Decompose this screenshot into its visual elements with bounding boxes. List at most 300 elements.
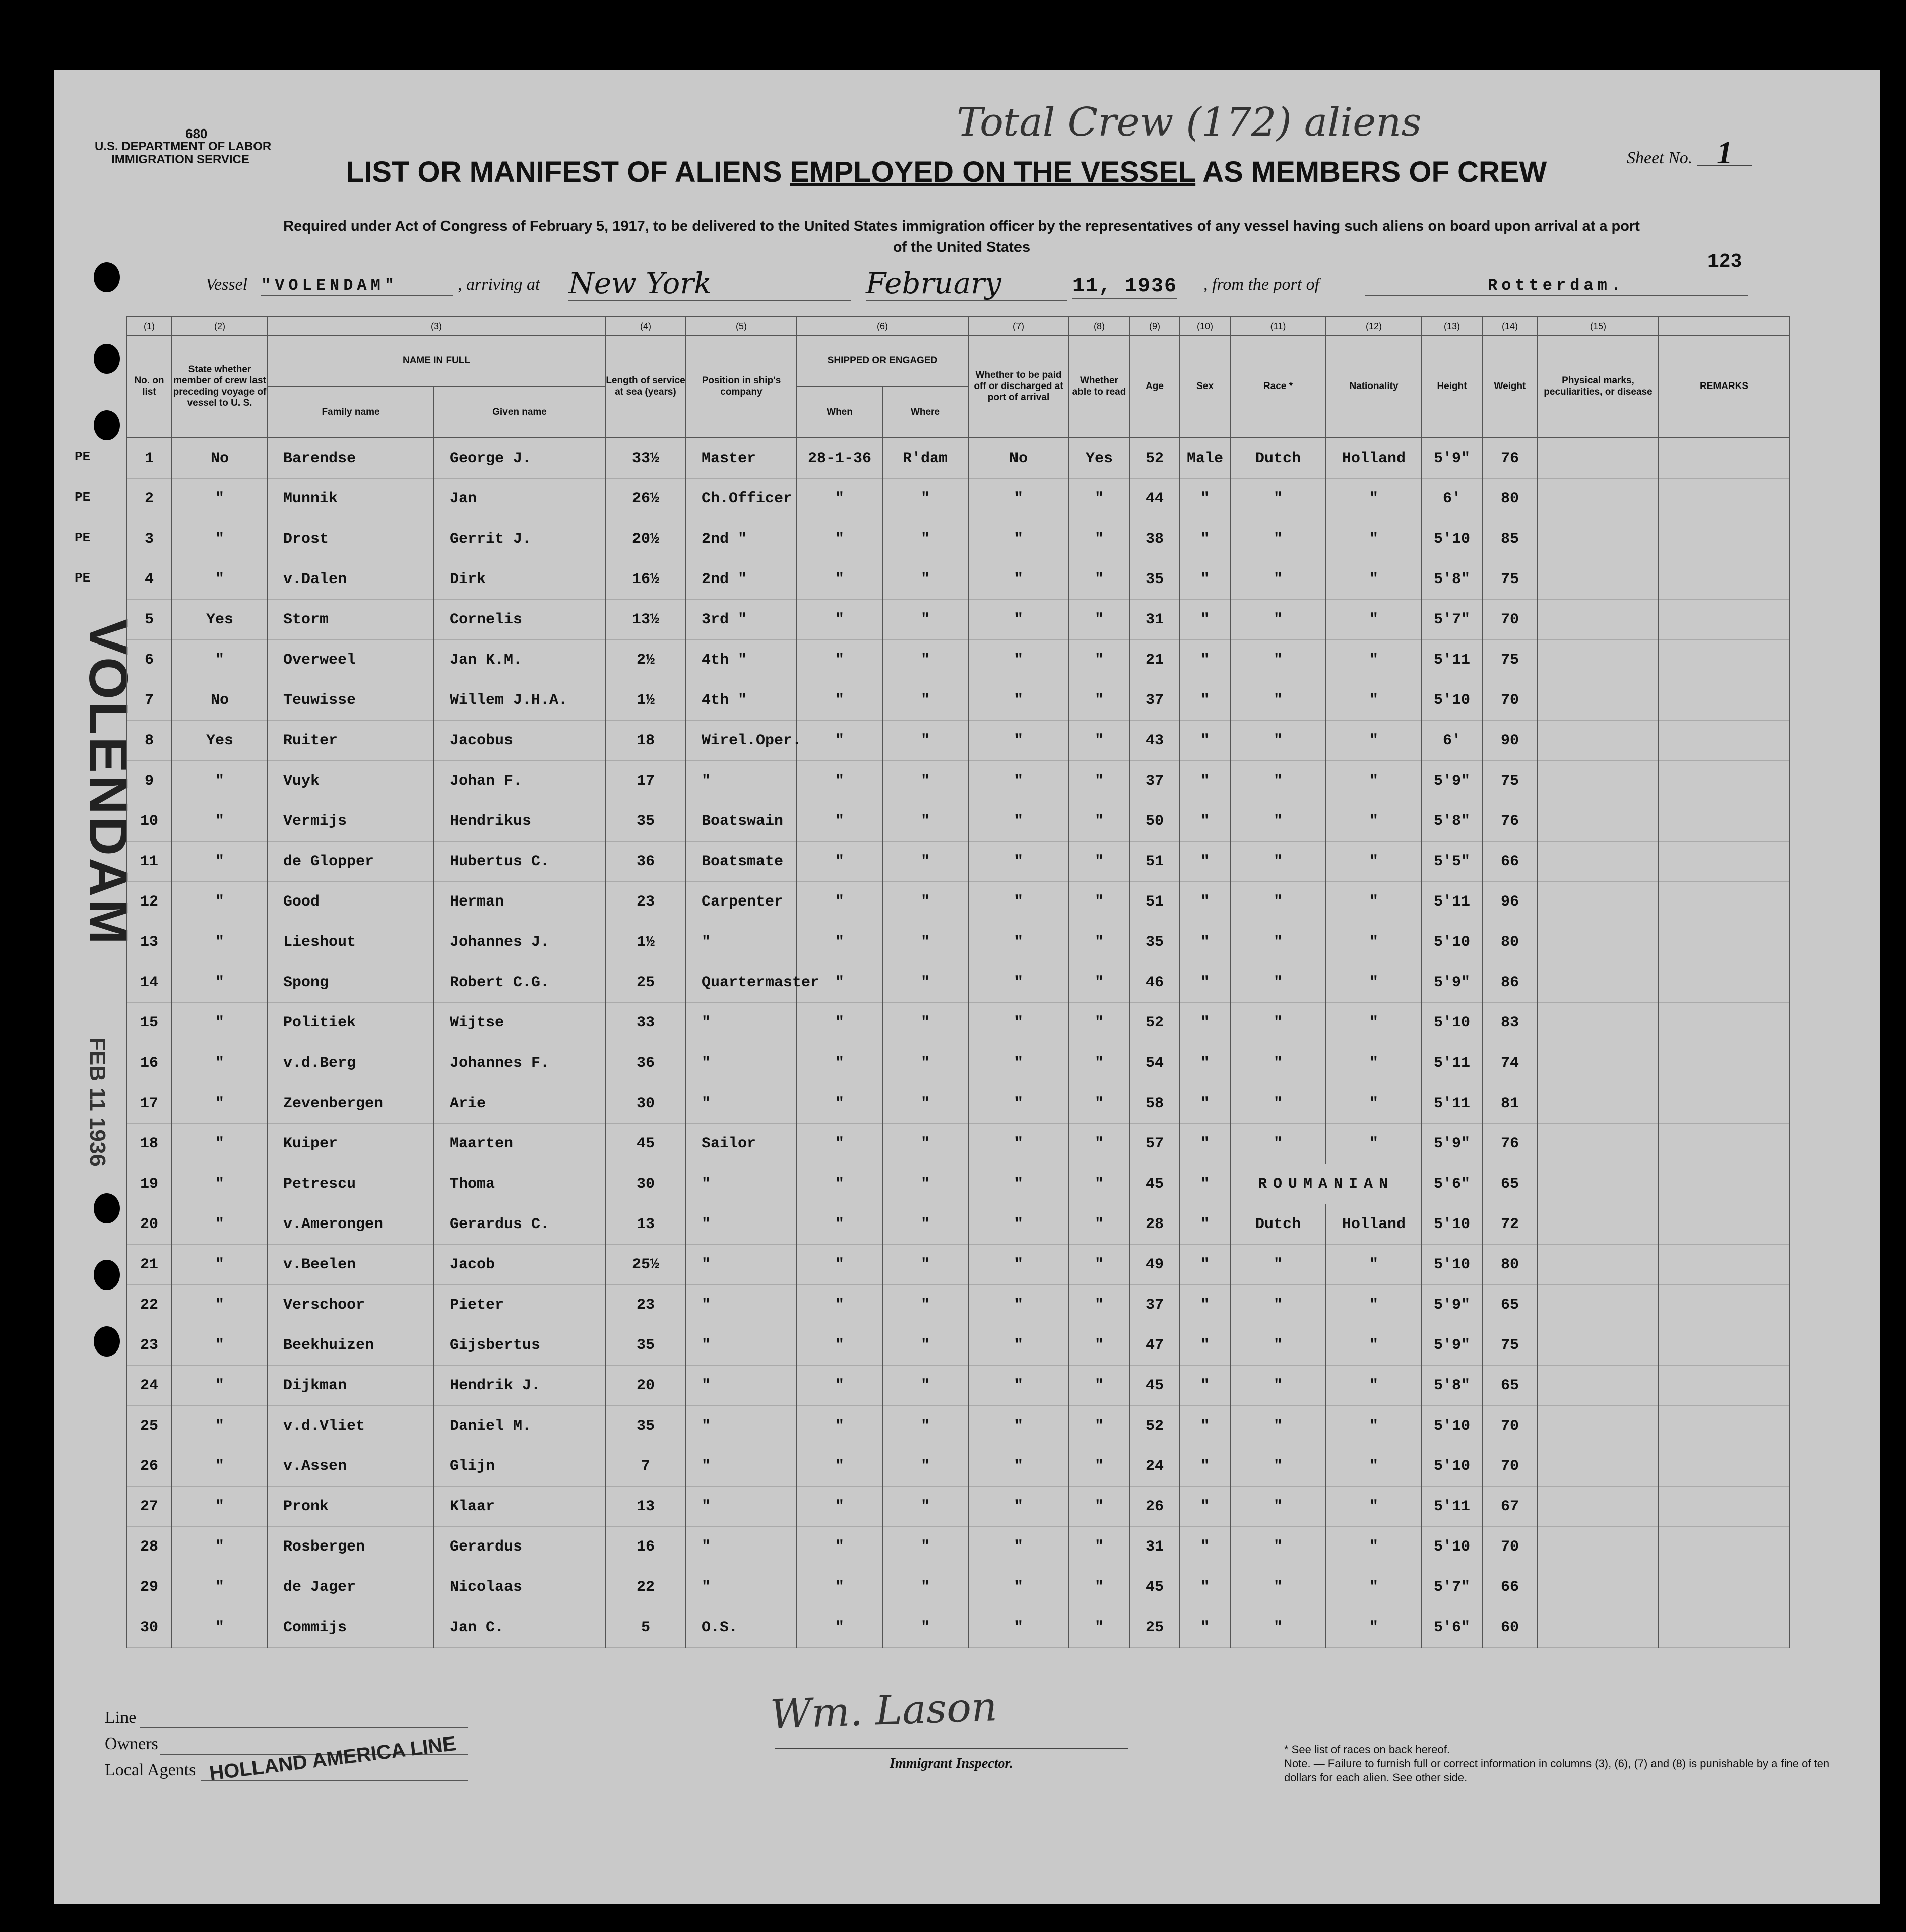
- service-years-cell: 25½: [605, 1245, 686, 1285]
- able-to-read-cell: ": [1069, 640, 1129, 680]
- line-field-rule: [140, 1727, 468, 1728]
- family-name-cell: Rosbergen: [268, 1527, 434, 1567]
- paid-off-cell: ": [968, 1043, 1069, 1083]
- given-name-cell: George J.: [434, 438, 605, 479]
- weight-cell: 75: [1482, 559, 1538, 600]
- race-cell: ": [1230, 1124, 1326, 1164]
- col-number-blank: [1659, 317, 1790, 335]
- paid-off-cell: ": [968, 801, 1069, 842]
- remarks-cell: [1659, 1567, 1790, 1607]
- prior-voyage-cell: ": [172, 962, 268, 1003]
- age-cell: 37: [1129, 680, 1180, 721]
- row-number-cell: 5: [126, 600, 172, 640]
- able-to-read-cell: ": [1069, 1245, 1129, 1285]
- age-cell: 24: [1129, 1446, 1180, 1487]
- column-header-row: [126, 335, 1790, 387]
- nationality-cell: ": [1326, 1567, 1422, 1607]
- sex-cell: ": [1180, 1366, 1230, 1406]
- given-name-cell: Jacob: [434, 1245, 605, 1285]
- physical-marks-cell: [1538, 1325, 1659, 1366]
- row-number-cell: 8: [126, 721, 172, 761]
- able-to-read-cell: ": [1069, 600, 1129, 640]
- given-name-cell: Gijsbertus: [434, 1325, 605, 1366]
- given-name-cell: Dirk: [434, 559, 605, 600]
- punch-hole: [94, 1193, 120, 1223]
- physical-marks-cell: [1538, 1245, 1659, 1285]
- service-years-cell: 36: [605, 1043, 686, 1083]
- position-cell: Sailor: [686, 1124, 797, 1164]
- table-row: [126, 1245, 1790, 1285]
- able-to-read-cell: ": [1069, 1406, 1129, 1446]
- prior-voyage-cell: ": [172, 882, 268, 922]
- sex-cell: ": [1180, 1567, 1230, 1607]
- service-years-cell: 5: [605, 1607, 686, 1648]
- physical-marks-cell: [1538, 680, 1659, 721]
- physical-marks-cell: [1538, 1003, 1659, 1043]
- row-number-cell: 28: [126, 1527, 172, 1567]
- age-cell: 57: [1129, 1124, 1180, 1164]
- nationality-cell: ": [1326, 479, 1422, 519]
- sheet-number-field: [1627, 135, 1828, 170]
- age-cell: 58: [1129, 1083, 1180, 1124]
- paid-off-cell: ": [968, 680, 1069, 721]
- given-name-cell: Johan F.: [434, 761, 605, 801]
- age-cell: 28: [1129, 1204, 1180, 1245]
- race-cell: ": [1230, 640, 1326, 680]
- able-to-read-cell: ": [1069, 801, 1129, 842]
- row-number-cell: 4: [126, 559, 172, 600]
- table-row: [126, 761, 1790, 801]
- row-number-cell: 20: [126, 1204, 172, 1245]
- able-to-read-cell: ": [1069, 1487, 1129, 1527]
- requirement-line-2: of the United States: [893, 239, 1031, 255]
- nationality-cell: ": [1326, 680, 1422, 721]
- paid-off-cell: No: [968, 438, 1069, 479]
- height-cell: 5'10: [1422, 1245, 1482, 1285]
- col-number: (7): [968, 317, 1069, 335]
- weight-cell: 76: [1482, 1124, 1538, 1164]
- service-years-cell: 45: [605, 1124, 686, 1164]
- title-part-2: AS MEMBERS OF CREW: [1195, 156, 1547, 188]
- row-number-cell: 11: [126, 842, 172, 882]
- weight-cell: 67: [1482, 1487, 1538, 1527]
- given-name-cell: Hendrikus: [434, 801, 605, 842]
- age-cell: 47: [1129, 1325, 1180, 1366]
- able-to-read-cell: ": [1069, 761, 1129, 801]
- prior-voyage-cell: ": [172, 559, 268, 600]
- race-cell: ": [1230, 842, 1326, 882]
- position-cell: 2nd ": [686, 559, 797, 600]
- position-cell: ": [686, 1164, 797, 1204]
- sex-cell: ": [1180, 640, 1230, 680]
- handwritten-total-crew: Total Crew (172) aliens: [957, 100, 1422, 145]
- weight-cell: 80: [1482, 479, 1538, 519]
- service-years-cell: 22: [605, 1567, 686, 1607]
- col-number: (11): [1230, 317, 1326, 335]
- arrival-month: February: [866, 266, 1067, 301]
- header-sex: Sex: [1180, 335, 1230, 438]
- service-years-cell: 35: [605, 801, 686, 842]
- from-port-label: , from the port of: [1203, 275, 1320, 294]
- position-cell: ": [686, 1567, 797, 1607]
- given-name-cell: Pieter: [434, 1285, 605, 1325]
- able-to-read-cell: ": [1069, 1325, 1129, 1366]
- row-number-cell: 1: [126, 438, 172, 479]
- row-number-cell: 7: [126, 680, 172, 721]
- height-cell: 5'9": [1422, 1285, 1482, 1325]
- race-cell: ": [1230, 1043, 1326, 1083]
- height-cell: 5'10: [1422, 1406, 1482, 1446]
- family-name-cell: Drost: [268, 519, 434, 559]
- able-to-read-cell: ": [1069, 1204, 1129, 1245]
- header-height: Height: [1422, 335, 1482, 438]
- sex-cell: ": [1180, 922, 1230, 962]
- shipped-when-cell: ": [797, 640, 882, 680]
- paid-off-cell: ": [968, 1527, 1069, 1567]
- paid-off-cell: ": [968, 1366, 1069, 1406]
- shipped-when-cell: ": [797, 1487, 882, 1527]
- position-cell: ": [686, 1003, 797, 1043]
- family-name-cell: Barendse: [268, 438, 434, 479]
- paid-off-cell: ": [968, 1487, 1069, 1527]
- age-cell: 25: [1129, 1607, 1180, 1648]
- arrival-date: 11, 1936: [1072, 275, 1178, 298]
- able-to-read-cell: ": [1069, 519, 1129, 559]
- row-number-cell: 16: [126, 1043, 172, 1083]
- row-number-cell: 19: [126, 1164, 172, 1204]
- physical-marks-cell: [1538, 1487, 1659, 1527]
- family-name-cell: Verschoor: [268, 1285, 434, 1325]
- penalty-note: Note. — Failure to furnish full or correct information in columns (3), (6), (7) and (8) is punishable by a fine of ten dollars for each alien. See other side.: [1284, 1757, 1830, 1784]
- physical-marks-cell: [1538, 1446, 1659, 1487]
- table-row: [126, 1487, 1790, 1527]
- given-name-cell: Maarten: [434, 1124, 605, 1164]
- race-cell: ": [1230, 1003, 1326, 1043]
- remarks-cell: [1659, 680, 1790, 721]
- paid-off-cell: ": [968, 842, 1069, 882]
- shipped-when-cell: ": [797, 1003, 882, 1043]
- header-length-service: Length of service at sea (years): [605, 335, 686, 438]
- family-name-cell: Pronk: [268, 1487, 434, 1527]
- pe-mark: PE: [75, 449, 91, 464]
- col-number: (1): [126, 317, 172, 335]
- weight-cell: 75: [1482, 1325, 1538, 1366]
- row-number-cell: 25: [126, 1406, 172, 1446]
- weight-cell: 70: [1482, 680, 1538, 721]
- line-label: Line: [105, 1708, 137, 1727]
- height-cell: 5'7": [1422, 1567, 1482, 1607]
- physical-marks-cell: [1538, 761, 1659, 801]
- legal-requirement-text: [130, 216, 1793, 258]
- paid-off-cell: ": [968, 1446, 1069, 1487]
- service-years-cell: 16½: [605, 559, 686, 600]
- family-name-cell: Beekhuizen: [268, 1325, 434, 1366]
- shipped-where-cell: ": [882, 1527, 968, 1567]
- remarks-cell: [1659, 1285, 1790, 1325]
- shipped-where-cell: ": [882, 1325, 968, 1366]
- height-cell: 5'10: [1422, 1204, 1482, 1245]
- service-years-cell: 1½: [605, 680, 686, 721]
- age-cell: 52: [1129, 438, 1180, 479]
- age-cell: 44: [1129, 479, 1180, 519]
- shipped-where-cell: ": [882, 801, 968, 842]
- nationality-cell: ": [1326, 1285, 1422, 1325]
- table-row: [126, 1406, 1790, 1446]
- weight-cell: 66: [1482, 842, 1538, 882]
- shipped-when-cell: ": [797, 761, 882, 801]
- able-to-read-cell: ": [1069, 1083, 1129, 1124]
- shipped-where-cell: ": [882, 922, 968, 962]
- weight-cell: 96: [1482, 882, 1538, 922]
- inspector-signature: Wm. Lason: [769, 1683, 998, 1738]
- sex-cell: ": [1180, 559, 1230, 600]
- prior-voyage-cell: ": [172, 1204, 268, 1245]
- paid-off-cell: ": [968, 1325, 1069, 1366]
- paid-off-cell: ": [968, 1003, 1069, 1043]
- position-cell: ": [686, 1527, 797, 1567]
- table-row: [126, 1567, 1790, 1607]
- remarks-cell: [1659, 721, 1790, 761]
- race-cell: ": [1230, 922, 1326, 962]
- height-cell: 5'8": [1422, 559, 1482, 600]
- family-name-cell: Munnik: [268, 479, 434, 519]
- nationality-cell: ": [1326, 842, 1422, 882]
- nationality-cell: ": [1326, 1487, 1422, 1527]
- row-number-cell: 17: [126, 1083, 172, 1124]
- prior-voyage-cell: ": [172, 842, 268, 882]
- sex-cell: ": [1180, 1527, 1230, 1567]
- pe-mark: PE: [75, 489, 91, 505]
- physical-marks-cell: [1538, 559, 1659, 600]
- race-cell: ": [1230, 680, 1326, 721]
- nationality-cell: ": [1326, 801, 1422, 842]
- remarks-cell: [1659, 1406, 1790, 1446]
- table-row: [126, 1204, 1790, 1245]
- shipped-when-cell: ": [797, 680, 882, 721]
- given-name-cell: Gerardus C.: [434, 1204, 605, 1245]
- service-years-cell: 1½: [605, 922, 686, 962]
- race-cell: ": [1230, 962, 1326, 1003]
- race-cell: Dutch: [1230, 438, 1326, 479]
- sex-cell: ": [1180, 1003, 1230, 1043]
- col-number: (8): [1069, 317, 1129, 335]
- weight-cell: 60: [1482, 1607, 1538, 1648]
- age-cell: 52: [1129, 1003, 1180, 1043]
- family-name-cell: Vuyk: [268, 761, 434, 801]
- race-cell: ": [1230, 1446, 1326, 1487]
- shipped-when-cell: ": [797, 1043, 882, 1083]
- paid-off-cell: ": [968, 962, 1069, 1003]
- service-years-cell: 23: [605, 882, 686, 922]
- shipped-when-cell: ": [797, 479, 882, 519]
- remarks-cell: [1659, 1607, 1790, 1648]
- prior-voyage-cell: ": [172, 1406, 268, 1446]
- age-cell: 35: [1129, 922, 1180, 962]
- paid-off-cell: ": [968, 922, 1069, 962]
- given-name-cell: Johannes J.: [434, 922, 605, 962]
- position-cell: ": [686, 922, 797, 962]
- family-name-cell: Storm: [268, 600, 434, 640]
- weight-cell: 72: [1482, 1204, 1538, 1245]
- prior-voyage-cell: ": [172, 479, 268, 519]
- position-cell: ": [686, 1366, 797, 1406]
- remarks-cell: [1659, 1245, 1790, 1285]
- race-cell: ": [1230, 1245, 1326, 1285]
- nationality-cell: ": [1326, 1527, 1422, 1567]
- nationality-cell: ": [1326, 1124, 1422, 1164]
- shipped-where-cell: ": [882, 962, 968, 1003]
- given-name-cell: Wijtse: [434, 1003, 605, 1043]
- given-name-cell: Jacobus: [434, 721, 605, 761]
- family-name-cell: Spong: [268, 962, 434, 1003]
- col-number: (10): [1180, 317, 1230, 335]
- shipped-when-cell: ": [797, 1204, 882, 1245]
- race-cell: ": [1230, 721, 1326, 761]
- given-name-cell: Daniel M.: [434, 1406, 605, 1446]
- position-cell: Ch.Officer: [686, 479, 797, 519]
- service-years-cell: 23: [605, 1285, 686, 1325]
- service-years-cell: 25: [605, 962, 686, 1003]
- paid-off-cell: ": [968, 1164, 1069, 1204]
- shipped-when-cell: ": [797, 1083, 882, 1124]
- vessel-label: Vessel: [206, 275, 248, 294]
- race-cell: ": [1230, 801, 1326, 842]
- able-to-read-cell: ": [1069, 842, 1129, 882]
- weight-cell: 70: [1482, 1527, 1538, 1567]
- remarks-cell: [1659, 962, 1790, 1003]
- header-physical-marks: Physical marks, peculiarities, or disease: [1538, 335, 1659, 438]
- able-to-read-cell: ": [1069, 721, 1129, 761]
- height-cell: 5'10: [1422, 922, 1482, 962]
- service-years-cell: 20½: [605, 519, 686, 559]
- pe-mark: PE: [75, 530, 91, 545]
- form-number: 680: [185, 126, 208, 141]
- nationality-cell: ": [1326, 1245, 1422, 1285]
- family-name-cell: Lieshout: [268, 922, 434, 962]
- family-name-cell: v.d.Vliet: [268, 1406, 434, 1446]
- service-years-cell: 17: [605, 761, 686, 801]
- age-cell: 26: [1129, 1487, 1180, 1527]
- age-cell: 51: [1129, 882, 1180, 922]
- service-name: IMMIGRATION SERVICE: [111, 153, 249, 166]
- service-years-cell: 33: [605, 1003, 686, 1043]
- remarks-cell: [1659, 1003, 1790, 1043]
- paid-off-cell: ": [968, 600, 1069, 640]
- crew-rows: [126, 438, 1790, 1648]
- family-name-cell: Teuwisse: [268, 680, 434, 721]
- able-to-read-cell: ": [1069, 1366, 1129, 1406]
- row-number-cell: 23: [126, 1325, 172, 1366]
- shipped-when-cell: ": [797, 559, 882, 600]
- shipped-when-cell: ": [797, 1245, 882, 1285]
- row-number-cell: 21: [126, 1245, 172, 1285]
- nationality-cell: ": [1326, 559, 1422, 600]
- weight-cell: 80: [1482, 922, 1538, 962]
- header-when: When: [797, 387, 882, 438]
- shipped-where-cell: ": [882, 1285, 968, 1325]
- sheet-label: Sheet No.: [1627, 149, 1693, 167]
- shipped-when-cell: ": [797, 519, 882, 559]
- weight-cell: 65: [1482, 1366, 1538, 1406]
- height-cell: 5'6": [1422, 1164, 1482, 1204]
- position-cell: ": [686, 1204, 797, 1245]
- shipped-when-cell: 28-1-36: [797, 438, 882, 479]
- weight-cell: 70: [1482, 1446, 1538, 1487]
- weight-cell: 85: [1482, 519, 1538, 559]
- height-cell: 5'9": [1422, 1124, 1482, 1164]
- given-name-cell: Thoma: [434, 1164, 605, 1204]
- prior-voyage-cell: ": [172, 1124, 268, 1164]
- shipped-where-cell: ": [882, 1567, 968, 1607]
- remarks-cell: [1659, 761, 1790, 801]
- prior-voyage-cell: ": [172, 761, 268, 801]
- given-name-cell: Nicolaas: [434, 1567, 605, 1607]
- table-row: [126, 1527, 1790, 1567]
- row-number-cell: 27: [126, 1487, 172, 1527]
- height-cell: 6': [1422, 721, 1482, 761]
- sex-cell: ": [1180, 519, 1230, 559]
- header-able-read: Whether able to read: [1069, 335, 1129, 438]
- position-cell: ": [686, 1245, 797, 1285]
- age-cell: 51: [1129, 842, 1180, 882]
- paid-off-cell: ": [968, 1124, 1069, 1164]
- nationality-cell: ": [1326, 962, 1422, 1003]
- shipped-when-cell: ": [797, 801, 882, 842]
- age-cell: 37: [1129, 1285, 1180, 1325]
- position-cell: ": [686, 1487, 797, 1527]
- table-row: [126, 438, 1790, 479]
- header-age: Age: [1129, 335, 1180, 438]
- col-number: (9): [1129, 317, 1180, 335]
- date-stamp: FEB 11 1936: [85, 1037, 110, 1167]
- able-to-read-cell: ": [1069, 1003, 1129, 1043]
- height-cell: 5'8": [1422, 1366, 1482, 1406]
- position-cell: O.S.: [686, 1607, 797, 1648]
- age-cell: 21: [1129, 640, 1180, 680]
- prior-voyage-cell: ": [172, 1043, 268, 1083]
- department-heading: [95, 140, 272, 166]
- remarks-cell: [1659, 1164, 1790, 1204]
- height-cell: 5'9": [1422, 761, 1482, 801]
- departure-port: Rotterdam.: [1365, 276, 1748, 296]
- shipped-where-cell: ": [882, 882, 968, 922]
- physical-marks-cell: [1538, 882, 1659, 922]
- col-number: (12): [1326, 317, 1422, 335]
- table-row: [126, 1043, 1790, 1083]
- table-row: [126, 1607, 1790, 1648]
- service-years-cell: 36: [605, 842, 686, 882]
- paid-off-cell: ": [968, 721, 1069, 761]
- title-part-1: LIST OR MANIFEST OF ALIENS: [346, 156, 790, 188]
- row-number-cell: 13: [126, 922, 172, 962]
- table-row: [126, 842, 1790, 882]
- height-cell: 5'10: [1422, 1003, 1482, 1043]
- physical-marks-cell: [1538, 519, 1659, 559]
- prior-voyage-cell: Yes: [172, 721, 268, 761]
- sex-cell: ": [1180, 801, 1230, 842]
- nationality-cell: ": [1326, 1406, 1422, 1446]
- row-number-cell: 24: [126, 1366, 172, 1406]
- nationality-cell: ": [1326, 882, 1422, 922]
- nationality-cell: ": [1326, 1043, 1422, 1083]
- given-name-cell: Klaar: [434, 1487, 605, 1527]
- weight-cell: 76: [1482, 438, 1538, 479]
- table-row: [126, 1164, 1790, 1204]
- physical-marks-cell: [1538, 721, 1659, 761]
- position-cell: Boatswain: [686, 801, 797, 842]
- race-cell: ": [1230, 600, 1326, 640]
- race-cell: ": [1230, 1366, 1326, 1406]
